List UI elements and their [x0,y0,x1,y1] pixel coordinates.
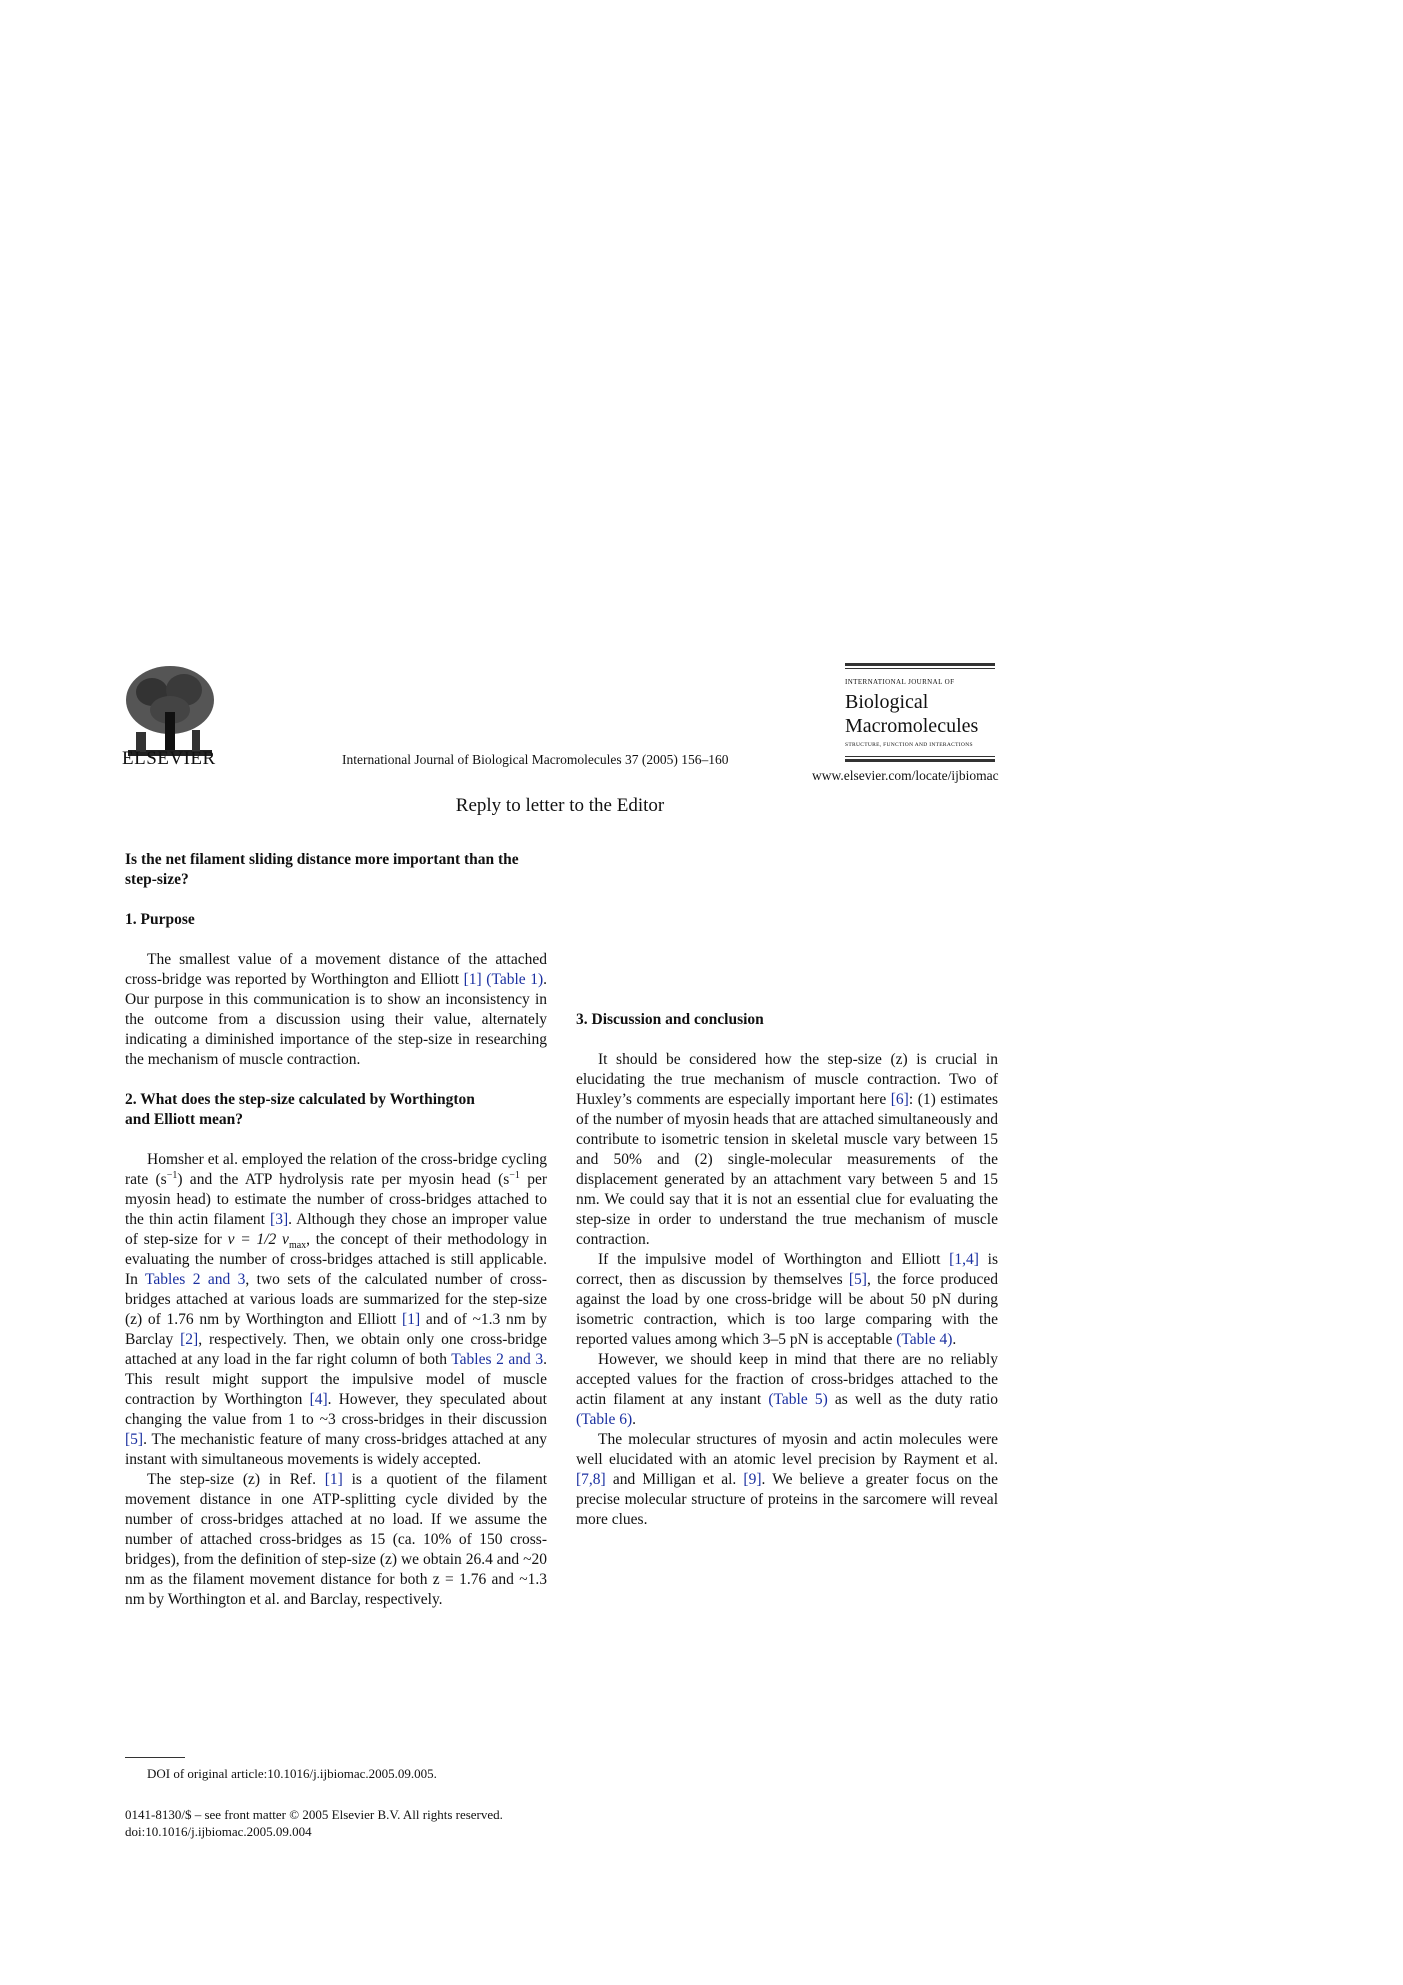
citation-link[interactable]: [2] [180,1331,199,1348]
citation-link[interactable]: [1] [402,1311,421,1328]
masthead-rule-top-thin [845,668,995,669]
paragraph: The smallest value of a movement distance of the attached cross-bridge was reported by Worthington and Elliott [1] (Table 1). Our purpose in this communication is to show an inconsistency in the outcome from a discussion using their value, alternately indicating a diminished importance of the step-size in researching the mechanism of muscle contraction. [125,951,548,1068]
table-link[interactable]: Tables 2 and 3 [145,1271,246,1288]
citation-link[interactable]: [1,4] [949,1251,979,1268]
publisher-name: ELSEVIER [122,748,216,769]
section-1-heading: 1. Purpose [125,911,195,928]
right-column [576,850,998,1530]
citation-link[interactable]: [3] [270,1211,289,1228]
section-2-heading: 2. What does the step-size calculated by Worthington and Elliott mean? [125,1091,475,1128]
paragraph: However, we should keep in mind that there are no reliably accepted values for the fraction of cross-bridges attached to the actin filament at any instant (Table 5) as well as the duty ratio (Table 6). [576,1351,999,1428]
paragraph: If the impulsive model of Worthington and Elliott [1,4] is correct, then as discussion by themselves [5], the force produced against the load by one cross-bridge will be about 50 pN during isometric contraction, which is too large comparing with the reported values among which 3–5 pN is acceptable (Table 4). [576,1251,998,1348]
citation-link[interactable]: [6] [890,1091,909,1108]
section-label: Reply to letter to the Editor [455,795,665,816]
journal-subtitle: STRUCTURE, FUNCTION AND INTERACTIONS [845,742,973,748]
copyright-block [125,1806,503,1840]
masthead-rule-top [845,663,995,666]
journal-name-line2: Macromolecules [845,715,979,737]
table-link[interactable]: (Table 4) [896,1331,953,1348]
table-link[interactable]: Tables 2 and 3 [451,1351,544,1368]
table-link[interactable]: (Table 1) [486,971,544,988]
journal-name-line1: Biological [845,691,929,713]
journal-kicker: INTERNATIONAL JOURNAL OF [845,678,955,686]
masthead-rule-bottom-thin [845,756,995,757]
journal-name [845,690,995,738]
paragraph: It should be considered how the step-size (z) is crucial in elucidating the true mechanism of muscle contraction. Two of Huxley’s comments are especially important here [6]: (1) estimates of the number of myosin heads that are attached simultaneously and contribute to isometric tension in skeletal muscle vary between 15 and 50% and (2) single-molecular measurements of the displacement generated by an attachment vary between 5 and 15 nm. We could say that it is not an essential clue for evaluating the step-size in order to understand the true mechanism of muscle contraction. [576,1051,998,1248]
issn-line: 0141-8130/$ – see front matter © 2005 Elsevier B.V. All rights reserved. [125,1807,503,1822]
paragraph: Homsher et al. employed the relation of the cross-bridge cycling rate $(s^{-1})$ and the ATP hydrolysis rate per myosin head ($s^{-1}$ per myosin head) to estimate the number of cross-bridges attached to the thin actin filament [3]. Although they chose an improper value of step-size for v = 1/2 $v_{max}$, the concept of their methodology in evaluating the number of cross-bridges attached is still applicable. In Tables 2 and 3, two sets of the calculated number of cross-bridges attached at various loads are summarized for the step-size (z) of 1.76 nm by Worthington and Elliott [1] and of ~1.3 nm by Barclay [2], respectively. Then, we obtain only one cross-bridge attached at any load in the far right column of both Tables 2 and 3. This result might support the impulsive model of muscle contraction by Worthington [4]. However, they speculated about changing the value from 1 to ~3 cross-bridges in their discussion [5]. The mechanistic feature of many cross-bridges attached at any instant with simultaneous movements is widely accepted. [125,1151,548,1468]
citation-link[interactable]: [1] [463,971,482,988]
citation-link[interactable]: [7,8] [576,1471,606,1488]
journal-url[interactable]: www.elsevier.com/locate/ijbiomac [812,768,999,783]
left-column [125,850,547,1610]
paragraph: The molecular structures of myosin and actin molecules were well elucidated with an atomic level precision by Rayment et al. [7,8] and Milligan et al. [9]. We believe a greater focus on the precise molecular structure of proteins in the sarcomere will reveal more clues. [576,1431,998,1528]
masthead-rule-bottom [845,759,995,762]
citation-link[interactable]: [9] [743,1471,762,1488]
doi-line: doi:10.1016/j.ijbiomac.2005.09.004 [125,1824,312,1839]
paragraph: The step-size (z) in Ref. [1] is a quotient of the filament movement distance in one ATP-splitting cycle divided by the number of cross-bridges attached at no load. If we assume the number of attached cross-bridges as 15 (ca. 10% of 150 cross-bridges), from the definition of step-size (z) we obtain 26.4 and ~20 nm as the filament movement distance for both z = 1.76 and ~1.3 nm by Worthington et al. and Barclay, respectively. [125,1471,547,1608]
citation-link[interactable]: [5] [848,1271,867,1288]
citation-link[interactable]: [4] [309,1391,328,1408]
article-title: Is the net filament sliding distance more important than the step-size? [125,851,519,888]
table-link[interactable]: (Table 5) [768,1391,828,1408]
table-link[interactable]: (Table 6) [576,1411,633,1428]
journal-masthead [845,663,995,762]
footnote-doi-original: DOI of original article:10.1016/j.ijbiomac.2005.09.005. [147,1766,437,1781]
citation-link[interactable]: [1] [324,1471,343,1488]
footnote-rule [125,1757,185,1758]
section-3-heading: 3. Discussion and conclusion [576,1011,764,1028]
journal-citation: International Journal of Biological Macromolecules 37 (2005) 156–160 [342,752,729,767]
citation-link[interactable]: [5] [125,1431,144,1448]
